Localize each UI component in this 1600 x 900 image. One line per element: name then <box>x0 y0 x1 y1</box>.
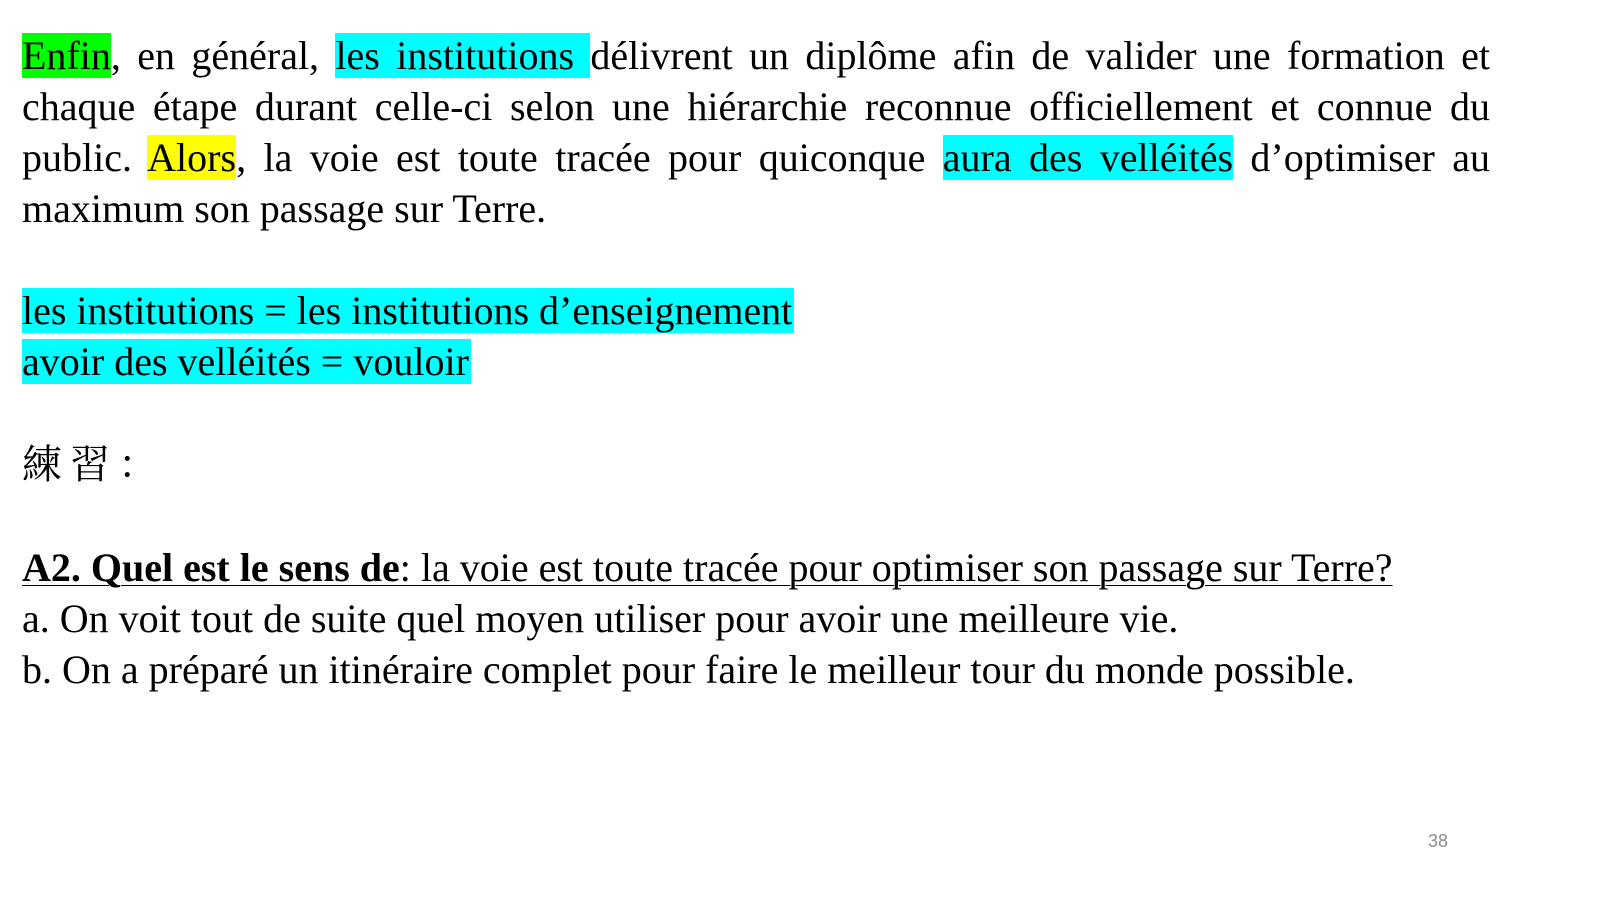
definition-velleites <box>22 336 1542 387</box>
definition-text: avoir des velléités = vouloir <box>22 339 469 384</box>
option-a: a. On voit tout de suite quel moyen utiliser pour avoir une meilleure vie. <box>22 596 1179 641</box>
highlight-enfin: Enfin <box>22 33 111 78</box>
page-number: 38 <box>1428 831 1449 851</box>
highlight-institutions: les institutions <box>335 33 591 78</box>
highlight-alors: Alors <box>147 135 237 180</box>
question-body: : la voie est toute tracée pour optimiser son passage sur Terre? <box>399 545 1393 590</box>
spacer <box>22 491 1542 542</box>
highlight-velleites: aura des velléités <box>942 135 1234 180</box>
definition-institutions <box>22 285 1542 336</box>
question-text <box>22 542 1393 593</box>
option-b: b. On a préparé un itinéraire complet pour faire le meilleur tour du monde possible. <box>22 647 1355 692</box>
definition-text: les institutions = les institutions d’enseignement <box>22 288 793 333</box>
exercise-label: 練習： <box>22 442 166 488</box>
paragraph-text-1: , en général, <box>110 33 336 78</box>
spacer <box>22 234 1542 285</box>
spacer <box>22 387 1542 438</box>
paragraph-text-4: d’optimiser au maximum son passage sur Terre. <box>22 135 1490 231</box>
paragraph-text-3: , la voie est toute tracée pour quiconque <box>236 135 943 180</box>
slide-content <box>22 30 1542 695</box>
question-line <box>22 542 1542 593</box>
paragraph-text-2: délivrent un diplôme afin de valider une formation et chaque étape durant celle-ci selon une hiérarchie reconnue officiellement et connue du public. <box>22 33 1490 180</box>
main-paragraph <box>22 30 1490 234</box>
question-prefix: A2. Quel est le sens de <box>22 545 400 590</box>
